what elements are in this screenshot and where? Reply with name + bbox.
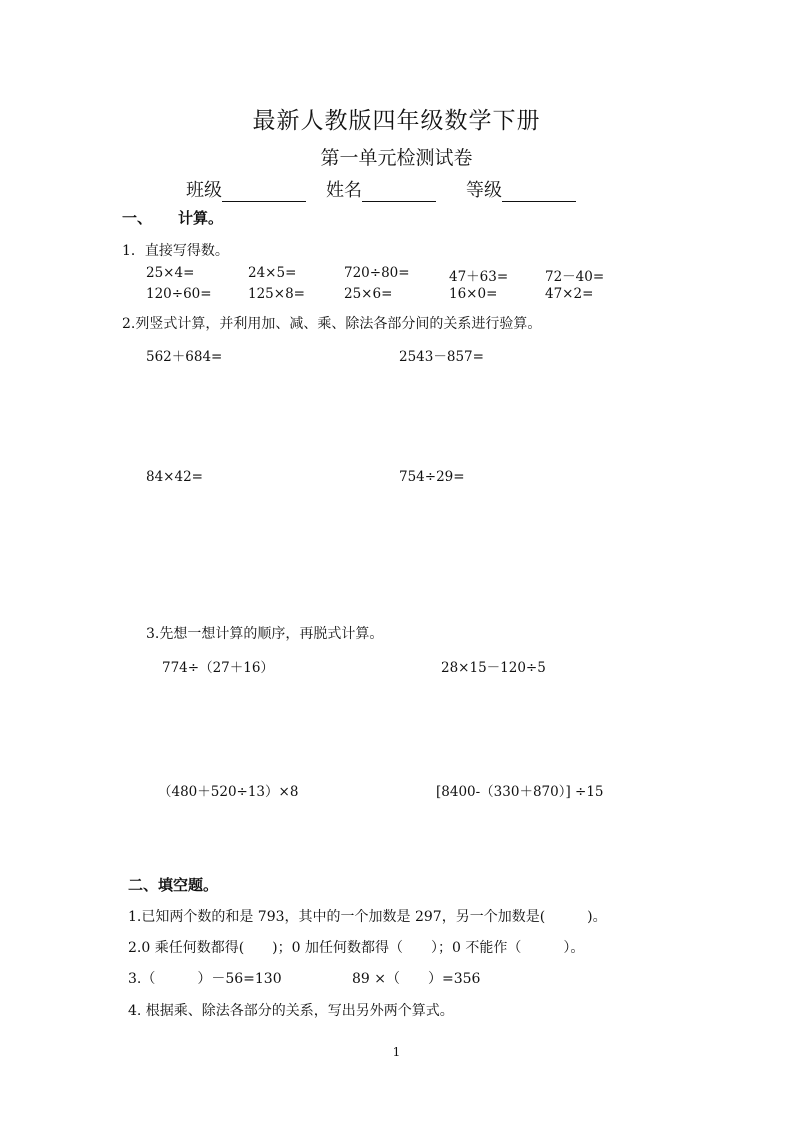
q3-item-4: [8400-（330＋870）] ÷15 [436,784,604,800]
q3-item-3: （480＋520÷13）×8 [158,784,299,800]
s2-q3b: 89 ×（ ）=356 [352,971,481,987]
name-label: 姓名 [326,180,362,201]
q2-title: 2.列竖式计算，并利用加、减、乘、除法各部分间的关系进行验算。 [122,316,542,332]
q1-r1-c1: 25×4= [146,265,195,281]
section1-number: 一、 [122,209,153,227]
q3-item-2: 28×15－120÷5 [441,660,546,676]
class-field [186,176,306,202]
name-blank[interactable] [362,183,436,202]
q1-r1-c3: 720÷80= [344,265,410,281]
q2-item-2: 2543－857= [399,349,484,365]
section1-title: 计算。 [178,209,224,227]
grade-label: 等级 [466,180,502,201]
page-title: 最新人教版四年级数学下册 [252,108,541,134]
q2-item-4: 754÷29= [399,469,465,485]
page-subtitle: 第一单元检测试卷 [320,147,473,169]
q1-r1-c2: 24×5= [248,265,297,281]
grade-blank[interactable] [502,183,576,202]
q2-item-1: 562＋684= [146,349,223,365]
s2-q3a: 3.（ ）－56=130 [128,971,282,987]
q1-r2-c4: 16×0= [449,286,498,302]
name-field [326,176,436,202]
q1-r2-c5: 47×2= [545,286,594,302]
class-blank[interactable] [222,183,306,202]
s2-q1: 1.已知两个数的和是 793，其中的一个加数是 297，另一个加数是( )。 [128,909,607,925]
grade-field [466,176,576,202]
q3-title: 3.先想一想计算的顺序，再脱式计算。 [146,626,384,642]
s2-q4: 4. 根据乘、除法各部分的关系，写出另外两个算式。 [128,1003,454,1019]
section1-heading [122,207,223,228]
q3-item-1: 774÷（27＋16） [162,660,274,676]
q1-r1-c4: 47＋63= [449,269,509,285]
q1-r2-c2: 125×8= [248,286,305,302]
class-label: 班级 [186,180,222,201]
page-number: 1 [392,1045,401,1059]
section2-heading: 二、填空题。 [128,876,219,894]
q1-r2-c3: 25×6= [344,286,393,302]
q1-r2-c1: 120÷60= [146,286,212,302]
s2-q2: 2.0 乘任何数都得( )；0 加任何数都得（ ）；0 不能作（ ）。 [128,940,585,956]
q2-item-3: 84×42= [146,469,203,485]
q1-title: 1．直接写得数。 [122,243,229,259]
q1-r1-c5: 72－40= [545,269,605,285]
